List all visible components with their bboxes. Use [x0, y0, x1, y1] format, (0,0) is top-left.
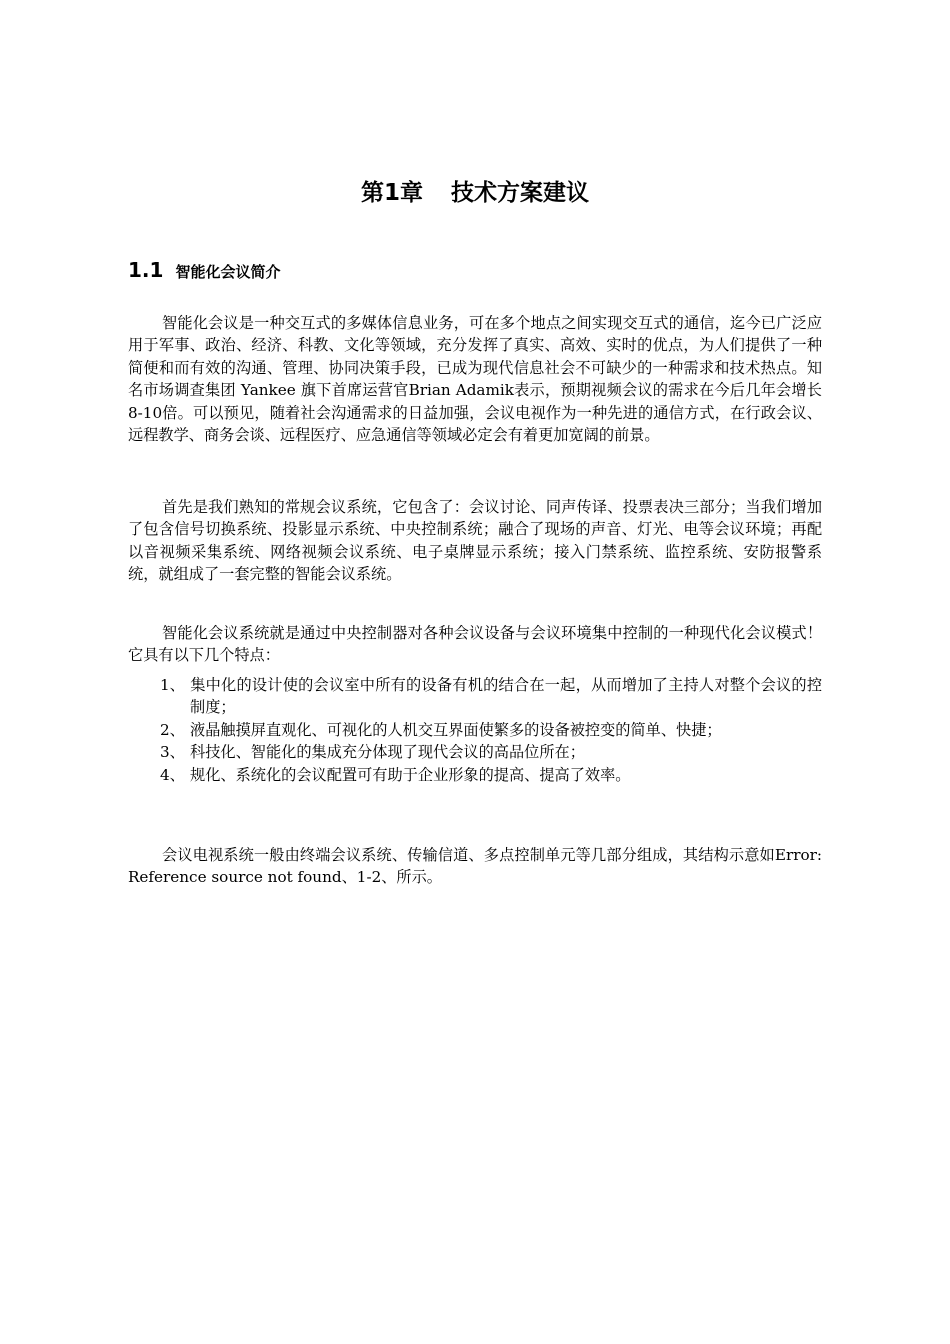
list-item-text: 科技化、智能化的集成充分体现了现代会议的高品位所在； [190, 743, 585, 762]
list-item [160, 674, 822, 719]
chapter-title [0, 173, 950, 213]
list-marker: 1、 [160, 676, 185, 694]
list-item-text: 规化、系统化的会议配置可有助于企业形象的提高、提高了效率。 [190, 765, 631, 784]
list-item-text: 液晶触摸屏直观化、可视化的人机交互界面使繁多的设备被控变的简单、快捷； [190, 720, 722, 739]
paragraph-structure: 会议电视系统一般由终端会议系统、传输信道、多点控制单元等几部分组成，其结构示意如Error: Reference source not found、1-2、所示。 [128, 846, 822, 887]
section-title: 智能化会议简介 [175, 263, 281, 281]
paragraph-features-intro: 智能化会议系统就是通过中央控制器对各种会议设备与会议环境集中控制的一种现代化会议模式！它具有以下几个特点： [128, 624, 822, 665]
list-item [160, 764, 822, 786]
paragraph-system-composition: 首先是我们熟知的常规会议系统，它包含了：会议讨论、同声传译、投票表决三部分；当我们增加了包含信号切换系统、投影显示系统、中央控制系统；融合了现场的声音、灯光、电等会议环境；再配以音视频采集系统、网络视频会议系统、电子桌牌显示系统；接入门禁系统、监控系统、安防报警系统，就组成了一套完整的智能会议系统。 [128, 498, 822, 584]
list-item-text: 集中化的设计使的会议室中所有的设备有机的结合在一起，从而增加了主持人对整个会议的控制度； [190, 676, 822, 717]
features-list [160, 674, 822, 786]
section-heading [128, 258, 280, 282]
list-marker: 2、 [160, 720, 185, 739]
list-marker: 3、 [160, 743, 185, 762]
paragraph-intro: 智能化会议是一种交互式的多媒体信息业务，可在多个地点之间实现交互式的通信，迄今已广泛应用于军事、政治、经济、科教、文化等领域，充分发挥了真实、高效、实时的优点，为人们提供了一种简便和而有效的沟通、管理、协同决策手段，已成为现代信息社会不可缺少的一种需求和技术热点。知名市场调查集团 Yankee 旗下首席运营官Brian Adamik表示，预期视频会议的需求在今后几年会增长 8-10倍。可以预见，随着社会沟通需求的日益加强，会议电视作为一种先进的通信方式，在行政会议、远程教学、商务会谈、远程医疗、应急通信等领域必定会有着更加宽阔的前景。 [128, 314, 822, 445]
list-marker: 4、 [160, 765, 185, 784]
list-item [160, 741, 822, 763]
chapter-label: 第1章 [360, 180, 423, 206]
section-number: 1.1 [128, 258, 164, 282]
chapter-name: 技术方案建议 [451, 180, 589, 206]
list-item [160, 719, 822, 741]
